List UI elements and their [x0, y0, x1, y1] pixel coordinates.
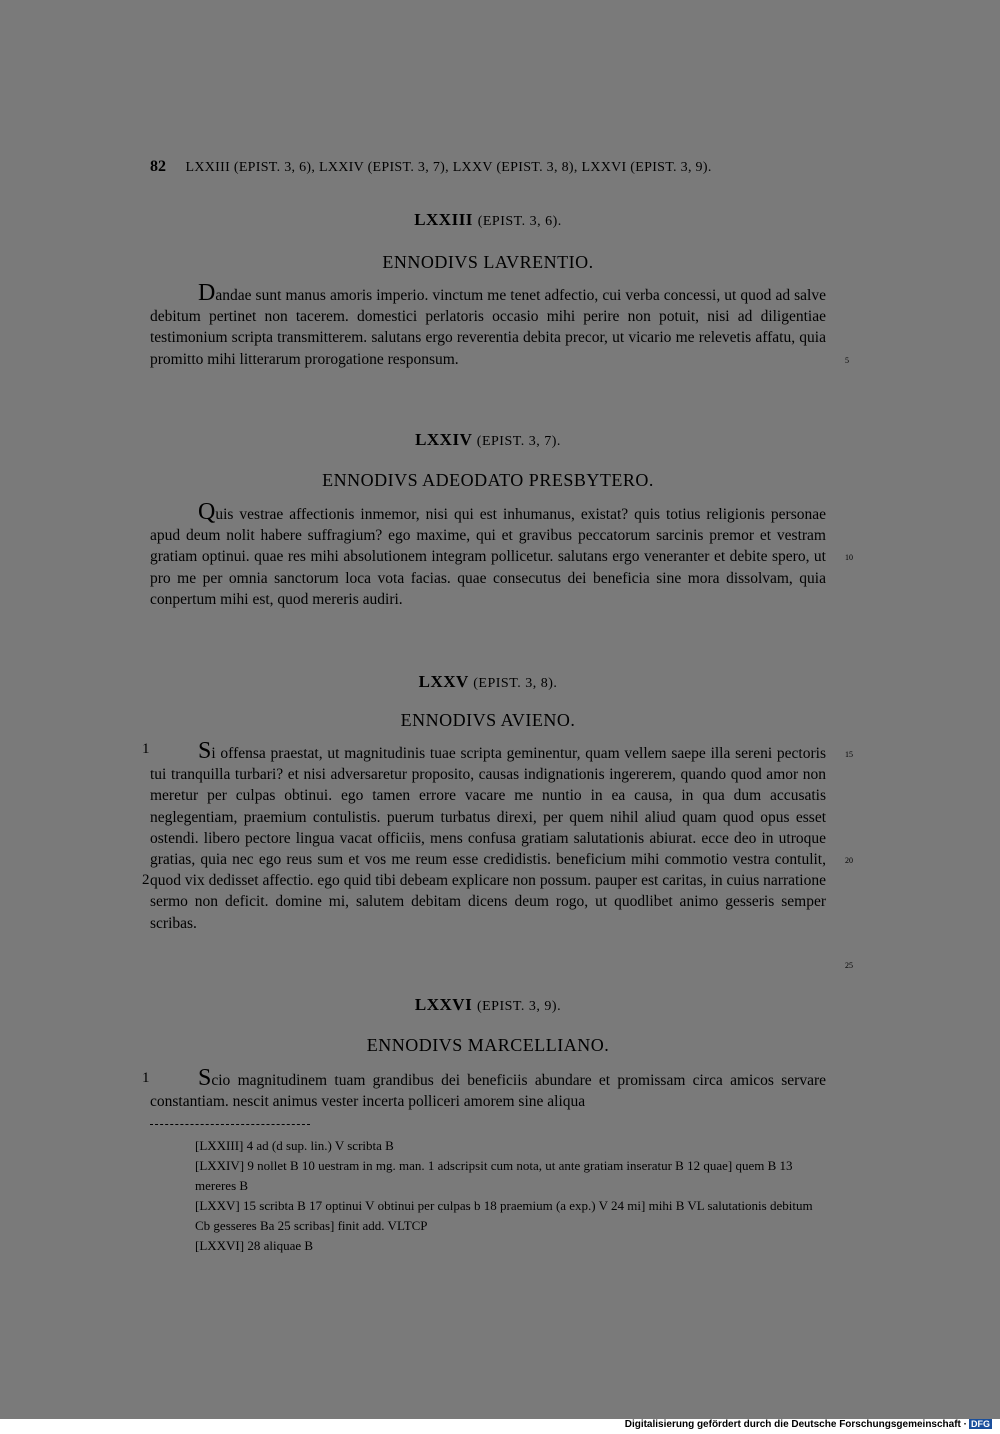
paragraph-number: 2 — [142, 872, 150, 888]
section-address: ENNODIVS MARCELLIANO. — [366, 1035, 610, 1055]
running-header — [150, 158, 830, 176]
letter-text — [150, 1065, 826, 1112]
letter-body: i offensa praestat, ut magnitudinis tuae scripta geminentur, quam vellem saepe illa sereni pectoris tui tranquilla turbari? et nisi adversaretur proposito, causas indignationis ingererem, quando quod amor non meretur per culpas obtinui. ego tamen errore vacare me nuntio in ea causa, in qua dum accusatis neglegentiam, praemium contulistis. puerum turbatus direxi, per quem nihil aliud quam quod opus esset ostendi. libero pectore lingua vacat officiis, mens confusa gratiam salutationis abiurat. ecce deo in utroque gratias, quia nec ego reus sum et vos me reum esse credidistis. beneficium mihi commotio vestra contulit, quod vix dedisset affectio. ego quid tibi debeam explicare non possum. pauper est caritas, in cuius narratione sermo non deficit. domine mi, salutem debitam dicens deum rogo, ut quodlibet animo gesseris semper scribas. — [150, 745, 826, 932]
section-title — [150, 430, 826, 450]
section-title — [150, 672, 826, 692]
apparatus-note: [LXXVI] 28 aliquae B — [195, 1238, 314, 1253]
line-number: 20 — [845, 856, 853, 865]
initial-letter: S — [198, 738, 212, 764]
section-numeral: LXXV — [418, 672, 469, 691]
letter-body: andae sunt manus amoris imperio. vinctum me tenet adfectio, cui verba concessi, ut quod ad salve debitum pertinet non tacerem. domestici perlatoris occasio mihi perire non potuit, nisi ad diligentiae testimonium scripta transmitterem. salutans ergo reverentia debita precor, ut vicario me relevetis affatu, quia promitto mihi litterarum prorogatione responsum. — [150, 287, 826, 368]
credit-text: Digitalisierung gefördert durch die Deutsche Forschungsgemeinschaft · — [624, 1419, 967, 1430]
letter-text — [150, 499, 826, 610]
running-title: LXXIII (EPIST. 3, 6), LXXIV (EPIST. 3, 7), LXXV (EPIST. 3, 8), LXXVI (EPIST. 3, 9). — [185, 160, 712, 175]
footnote-rule — [150, 1124, 310, 1125]
apparatus-note: [LXXIV] 9 nollet B 10 uestram in mg. man. 1 adscripsit cum nota, ut ante gratiam inseratur B 12 quae] quem B 13 mereres B — [195, 1158, 793, 1193]
critical-apparatus — [150, 1136, 826, 1256]
apparatus-note: [LXXIII] 4 ad (d sup. lin.) V scribta B — [195, 1138, 394, 1153]
section-ref: (EPIST. 3, 8). — [473, 676, 558, 691]
page-number: 82 — [150, 158, 166, 175]
letter-text — [150, 738, 826, 934]
section-ref: (EPIST. 3, 9). — [476, 999, 562, 1014]
line-number: 5 — [845, 356, 849, 365]
section-numeral: LXXIV — [415, 430, 473, 449]
paragraph-number: 1 — [142, 741, 150, 757]
initial-letter: D — [198, 280, 216, 306]
section-address: ENNODIVS LAVRENTIO. — [382, 252, 594, 272]
letter-body: uis vestrae affectionis inmemor, nisi qui est inhumanus, existat? quis totius religionis personae apud deum nolit habere suffragium? ego maxime, qui et gravibus peccatorum sarcinis premor et vestram gratiam optinui. quae res mihi absolutionem integram pollicetur. salutans ergo veneranter et debite spero, ut pro me per omnia sanctorum loca vota facias. quae consecutus dei beneficia sine mora dissolvam, quia conpertum mihi est, quod mereris audiri. — [150, 506, 826, 608]
letter-body: cio magnitudinem tuam grandibus dei beneficiis abundare et promissam circa amicos servare constantiam. nescit animus vester incerta polliceri amorem sine aliqua — [150, 1072, 826, 1111]
section-address: ENNODIVS AVIENO. — [400, 710, 576, 730]
dfg-logo: DFG — [971, 1419, 990, 1429]
section-ref: (EPIST. 3, 6). — [477, 214, 562, 229]
section-title — [150, 995, 826, 1015]
digitization-credit — [625, 1419, 992, 1434]
initial-letter: S — [198, 1065, 212, 1091]
initial-letter: Q — [198, 499, 216, 525]
section-numeral: LXXVI — [414, 995, 473, 1014]
line-number: 10 — [845, 553, 853, 562]
letter-text — [150, 280, 826, 370]
paragraph-number: 1 — [142, 1070, 150, 1086]
apparatus-note: [LXXV] 15 scribta B 17 optinui V obtinui per culpas b 18 praemium (a exp.) V 24 mi] mihi B VL salutationis debitum Cb gesseres Ba 25 scribas] finit add. VLTCP — [195, 1198, 813, 1233]
line-number: 25 — [845, 961, 853, 970]
section-numeral: LXXIII — [414, 210, 473, 229]
section-ref: (EPIST. 3, 7). — [476, 434, 561, 449]
line-number: 15 — [845, 750, 853, 759]
section-title — [150, 210, 826, 230]
section-address: ENNODIVS ADEODATO PRESBYTERO. — [322, 470, 654, 490]
